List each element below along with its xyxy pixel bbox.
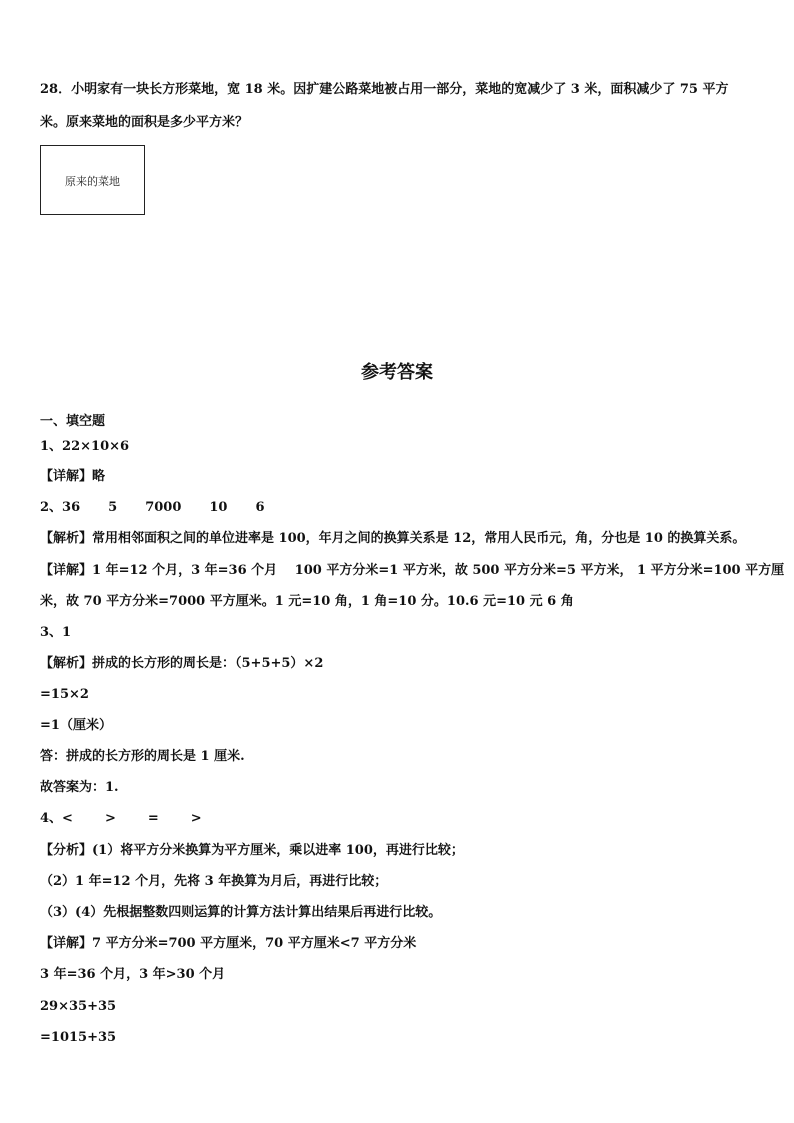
answer-2-detail-line-1: 【详解】1 年=12 个月，3 年=36 个月 100 平方分米=1 平方米，故 500 平方分米=5 平方米， 1 平方分米=100 平方厘: [40, 563, 785, 578]
answer-4-analysis-3: （3）(4）先根据整数四则运算的计算方法计算出结果后再进行比较。: [40, 905, 442, 920]
answer-2: [40, 499, 265, 517]
answer-4-analysis-1: 【分析】(1）将平方分米换算为平方厘米，乘以进率 100，再进行比较；: [40, 843, 464, 858]
vegetable-plot-diagram: [40, 145, 145, 215]
answer-2-value-2: 5: [108, 500, 118, 515]
section-heading: 一、填空题: [40, 414, 106, 429]
answer-2-detail-line-2: 米，故 70 平方分米=7000 平方厘米。1 元=10 角，1 角=10 分。10.6 元=10 元 6 角: [40, 594, 574, 609]
answer-title: 参考答案: [361, 362, 433, 383]
answer-1-detail: 【详解】略: [40, 469, 106, 484]
answer-3-final: 故答案为：1.: [40, 780, 119, 795]
answer-4: [40, 810, 202, 828]
answer-3-analysis: 【解析】拼成的长方形的周长是：（5+5+5）×2: [40, 656, 324, 671]
answer-3-step-2: =1（厘米）: [40, 718, 112, 733]
answer-4-detail-2: 3 年=36 个月，3 年>30 个月: [40, 967, 226, 982]
answer-2-analysis: 【解析】常用相邻面积之间的单位进率是 100，年月之间的换算关系是 12，常用人民币元，角，分也是 10 的换算关系。: [40, 531, 746, 546]
answer-3: 3、1: [40, 625, 72, 640]
answer-1: 1、22×10×6: [40, 439, 130, 454]
answer-2-value-3: 7000: [145, 500, 182, 515]
answer-3-statement: 答：拼成的长方形的周长是 1 厘米.: [40, 749, 245, 764]
answer-4-analysis-2: （2）1 年=12 个月，先将 3 年换算为月后，再进行比较；: [40, 874, 388, 889]
answer-2-value-1: 2、36: [40, 500, 81, 515]
answer-4-symbol-3: =: [147, 811, 159, 826]
answer-4-detail-4: =1015+35: [40, 1030, 117, 1045]
question-28-line-1: 28．小明家有一块长方形菜地，宽 18 米。因扩建公路菜地被占用一部分，菜地的宽减少了 3 米，面积减少了 75 平方: [40, 82, 729, 97]
answer-4-detail-3: 29×35+35: [40, 999, 117, 1014]
diagram-label: 原来的菜地: [65, 175, 120, 188]
answer-2-value-4: 10: [209, 500, 228, 515]
answer-4-symbol-1: 4、<: [40, 811, 73, 826]
answer-3-step-1: =15×2: [40, 687, 89, 702]
question-28-line-2: 米。原来菜地的面积是多少平方米？: [40, 115, 249, 130]
answer-2-value-5: 6: [255, 500, 265, 515]
answer-4-symbol-4: >: [190, 811, 202, 826]
answer-4-detail-1: 【详解】7 平方分米=700 平方厘米，70 平方厘米<7 平方分米: [40, 936, 417, 951]
answer-4-symbol-2: >: [104, 811, 116, 826]
